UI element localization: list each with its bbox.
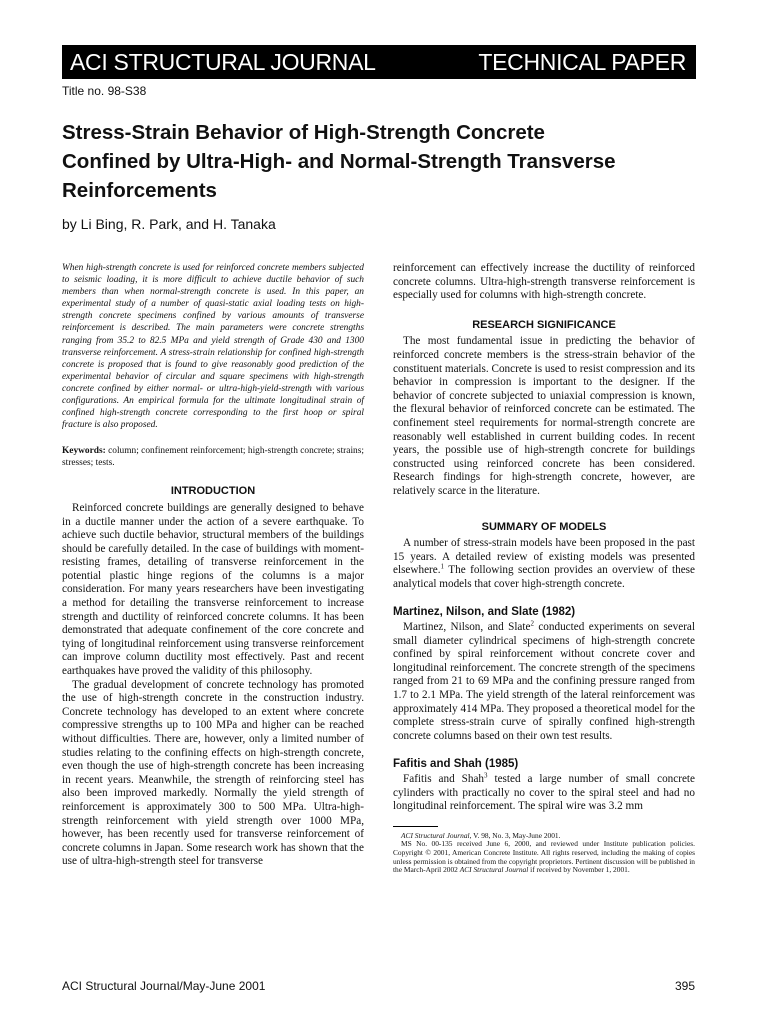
paper-title-line-2: Confined by Ultra-High- and Normal-Strength Transverse [62,150,616,173]
martinez-text-a: Martinez, Nilson, and Slate [403,621,531,634]
abstract: When high-strength concrete is used for reinforced concrete members subjected to seismic loading, it is more difficult to achieve ductile behavior of such members than when normal-strength concrete is used. In this paper, an experimental study of a number of quasi-static axial loading tests on high-strength concrete specimens confined by various amounts of transverse reinforcement is described. The main parameters were concrete strengths ranging from 35.2 to 82.5 MPa and yield strength of Grade 430 and 1300 transverse reinforcement. A stress-strain relationship for confined high-strength concrete is proposed that is found to give reasonably good prediction of the experimental behavior of circular and square specimens with high-strength concrete confined by either normal- or ultra-high-yield-strength with various configurations. An empirical formula for the ultimate longitudinal strain of confined high-strength concrete corresponding to the first hoop or spiral fracture is also proposed. [62,263,364,431]
fafitis-reference: 3 [484,771,488,780]
keywords-text: column; confinement reinforcement; high-strength concrete; strains; stresses; tests. [62,446,364,469]
introduction-paragraph-3: reinforcement can effectively increase the ductility of reinforced concrete columns. Ultra-high-strength transverse reinforcement is especially used for columns with high-strength concrete. [393,262,695,302]
authors: by Li Bing, R. Park, and H. Tanaka [62,216,276,232]
footnote-ms-info: MS No. 00-135 received June 6, 2000, and reviewed under Institute publication policies. Copyright © 2001, American Concrete Institute. All rights reserved, including the making of copies unless permission is obtained from the copyright proprietors. Pertinent discussion will be published in the March-April 2002 [393,839,695,875]
footnote-journal-name: ACI Structural Journal [401,830,470,840]
summary-reference: 1 [440,562,445,571]
fafitis-text-a: Fafitis and Shah [403,773,485,785]
footnote-divider [393,826,438,827]
research-significance-text: The most fundamental issue in predicting the behavior of reinforced concrete members is the stress-strain behavior of the constituent materials. Concrete is used to resist compression and its behavior in compression is important to the designer. If the behavior of concrete subjected to uniaxial compression is known, the flexural behavior of reinforced concrete can be estimated. The confinement steel requirements for normal-strength concrete are reasonably well established in current building codes. In recent years, the possible use of high-strength concrete for buildings constructed using reinforced concrete has been considered. Research findings for high-strength concrete, however, are relatively scarce in the literature. [393,335,696,497]
footnote-deadline: if received by November 1, 2001. [528,865,630,875]
footnote-line-2 [393,840,695,874]
footnote [393,832,695,875]
title-number: Title no. 98-S38 [62,84,147,98]
introduction-heading: INTRODUCTION [170,485,256,498]
fafitis-text [393,773,695,814]
fafitis-text-b: tested a large number of small concrete cylinders with practically no cover to the spiral steel and had no longitudinal reinforcement. The spiral wire was 3.2 mm [393,773,695,813]
paper-type: TECHNICAL PAPER [478,48,686,75]
journal-header-bar [62,45,696,79]
paper-title-line-3: Reinforcements [62,179,217,202]
journal-name: ACI STRUCTURAL JOURNAL [70,48,376,75]
introduction-paragraph-2: The gradual development of concrete technology has promoted the use of high-strength concrete in the construction industry. Concrete technology has developed to an extent where concrete compressive strengths up to 100 MPa and higher can be reached without difficulties. There are, however, only a limited number of studies relating to the confining effects on high-strength concrete, even though the use of high-strength concrete has been increasing in recent years. Meanwhile, the strength of reinforcing steel has also been improved markedly. Normally the yield strength of reinforcement is approximately 300 to 500 MPa. Ultra-high-strength reinforcement with yield strength over 1000 MPa, however, has been recently used for transverse reinforcement of concrete columns in Japan. Some research work has shown that the use of ultra-high-strength steel for transverse [62,678,364,868]
right-column [393,262,695,875]
footer-journal-issue: ACI Structural Journal/May-June 2001 [62,979,266,993]
left-column [62,262,364,869]
footnote-journal-name-2: ACI Structural Journal [459,865,529,875]
martinez-reference: 2 [530,619,534,628]
martinez-text [393,621,695,743]
paper-title [62,118,702,205]
martinez-heading: Martinez, Nilson, and Slate (1982) [393,606,576,619]
summary-text-b: The following section provides an overview of these analytical models that cover high-strength concrete. [393,564,695,590]
research-significance-heading: RESEARCH SIGNIFICANCE [472,318,616,331]
summary-text-a: A number of stress-strain models have been proposed in the past 15 years. A detailed review of existing models was presented elsewhere. [393,537,695,577]
fafitis-heading: Fafitis and Shah (1985) [393,758,519,771]
keywords-label: Keywords: [62,446,106,457]
introduction-paragraph-1: Reinforced concrete buildings are generally designed to behave in a ductile manner under the action of a severe earthquake. To achieve such ductile behavior, structural members of the buildings should be carefully detailed. In the case of buildings with moment-resisting frames, detailing of transverse reinforcement in the potential plastic hinge regions of the columns is a major consideration. For many years researchers have been investigating a method for detailing the transverse reinforcement to increase strength and ductility of reinforced concrete columns. It has been demonstrated that adequate confinement of the core concrete and tying of longitudinal reinforcement using transverse reinforcement can improve column ductility most effectively. Past and recent earthquakes have proved the validity of this philosophy. [62,501,364,678]
paper-title-line-1: Stress-Strain Behavior of High-Strength Concrete [62,121,545,144]
martinez-text-b: conducted experiments on several small diameter cylindrical specimens of high-strength concrete confined by spiral reinforcement without concrete cover and longitudinal reinforcement. The concrete strength of the specimens ranged from 21 to 69 MPa and the confining pressure ranged from 1.7 to 2.1 MPa. The yield strength of the lateral reinforcement was approximately 414 MPa. They proposed a theoretical model for the complete stress-strain curve of spirally confined high-strength concrete columns based on their own test results. [393,621,695,742]
summary-of-models-heading: SUMMARY OF MODELS [481,520,607,533]
page-number: 395 [675,979,696,993]
footnote-issue: , V. 98, No. 3, May-June 2001. [469,830,561,840]
summary-of-models-text [393,537,695,591]
keywords [62,445,364,469]
